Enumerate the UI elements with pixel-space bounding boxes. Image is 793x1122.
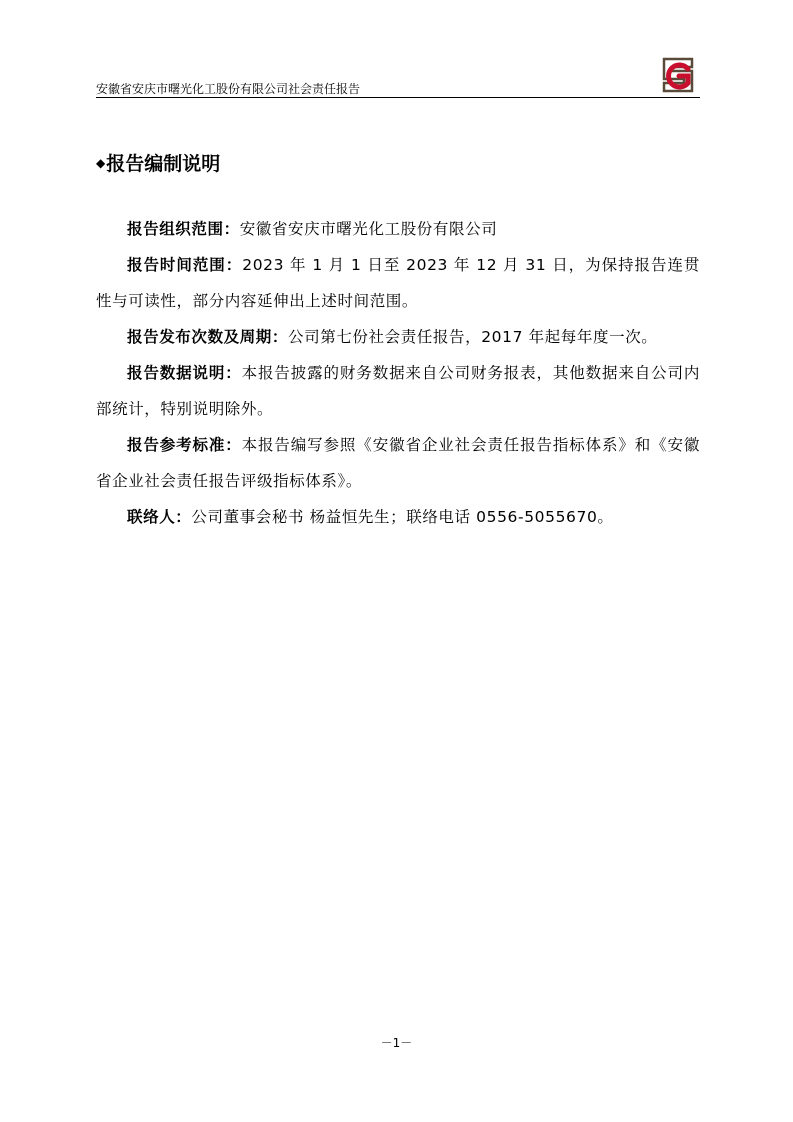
paragraph-text: 安徽省安庆市曙光化工股份有限公司 — [239, 220, 498, 238]
paragraph-label: 报告发布次数及周期： — [127, 328, 289, 346]
paragraph-text: 公司董事会秘书 杨益恒先生；联络电话 0556-5055670。 — [191, 508, 614, 526]
page-header — [96, 55, 700, 99]
paragraph-text: 本报告披露的财务数据来自公司财务报表，其他数据来自公司内部统计，特别说明除外。 — [96, 364, 700, 418]
paragraph-label: 报告组织范围： — [127, 220, 240, 238]
paragraph-reference-standards — [96, 427, 700, 499]
company-logo-icon — [658, 55, 698, 95]
paragraph-text: 本报告编写参照《安徽省企业社会责任报告指标体系》和《安徽省企业社会责任报告评级指标体系》。 — [96, 436, 700, 490]
section-title-text: 报告编制说明 — [106, 153, 221, 175]
paragraph-label: 报告时间范围： — [127, 256, 243, 274]
paragraph-data-notes — [96, 355, 700, 427]
paragraph-org-scope — [96, 211, 700, 247]
header-divider — [96, 97, 700, 98]
header-title: 安徽省安庆市曙光化工股份有限公司社会责任报告 — [96, 82, 361, 96]
paragraph-release-cycle — [96, 319, 700, 355]
section-title — [96, 150, 220, 177]
diamond-bullet-icon: ◆ — [96, 156, 106, 170]
report-notes — [96, 211, 700, 535]
paragraph-time-scope — [96, 247, 700, 319]
paragraph-text: 2023 年 1 月 1 日至 2023 年 12 月 31 日，为保持报告连贯性与可读性，部分内容延伸出上述时间范围。 — [96, 256, 701, 310]
page-number: －1－ — [380, 1036, 413, 1050]
paragraph-contact — [96, 499, 700, 535]
paragraph-text: 公司第七份社会责任报告，2017 年起每年度一次。 — [288, 328, 658, 346]
paragraph-label: 联络人： — [127, 508, 192, 526]
paragraph-label: 报告参考标准： — [127, 436, 242, 454]
paragraph-label: 报告数据说明： — [127, 364, 242, 382]
